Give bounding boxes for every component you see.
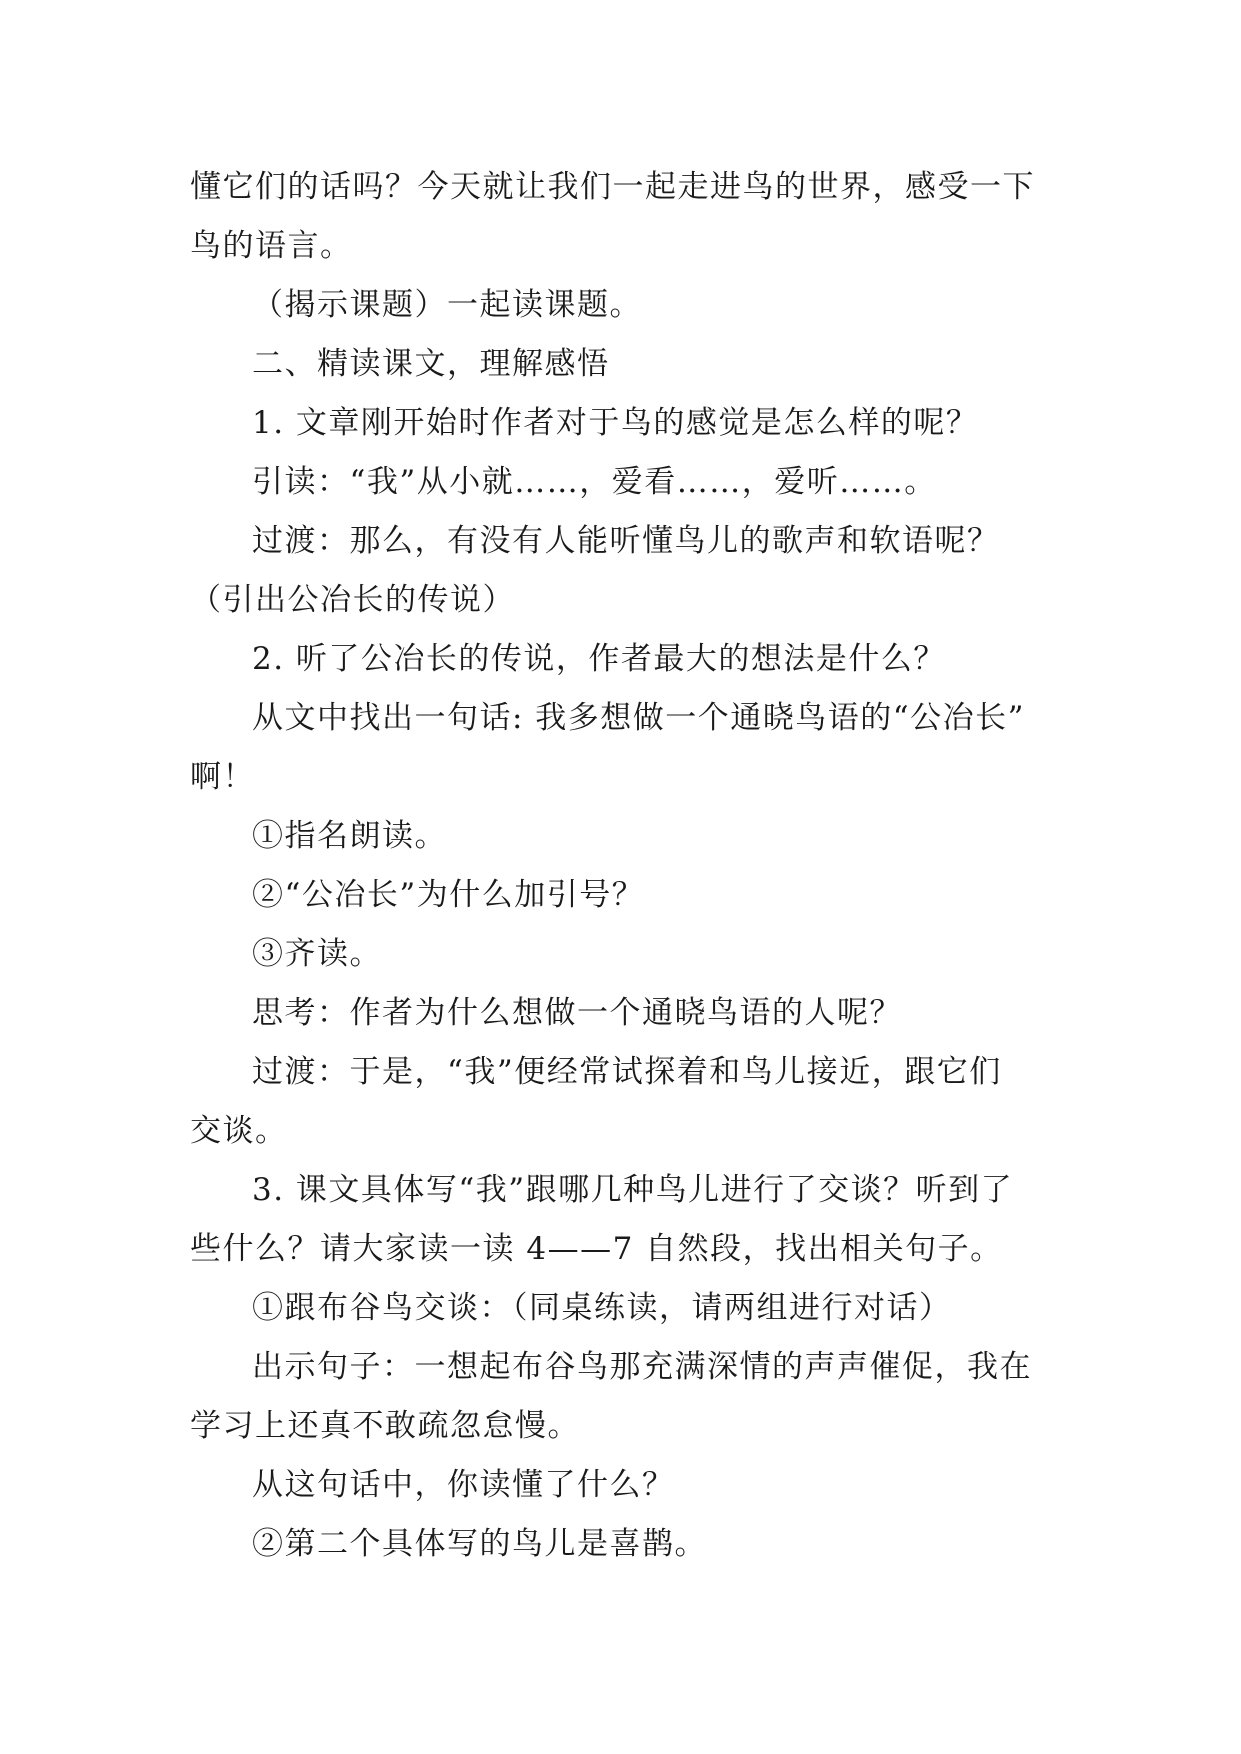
text-line: 从这句话中，你读懂了什么？ bbox=[252, 1467, 675, 1503]
text-line: 3. 课文具体写“我”跟哪几种鸟儿进行了交谈？听到了 bbox=[252, 1172, 1014, 1208]
text-line: （引出公冶长的传说） bbox=[190, 582, 515, 618]
document-body bbox=[190, 158, 1050, 1574]
text-line: 引读：“我”从小就……，爱看……，爱听……。 bbox=[252, 464, 937, 500]
text-line: 些什么？请大家读一读 4——7 自然段，找出相关句子。 bbox=[190, 1231, 1003, 1267]
text-line: 学习上还真不敢疏忽怠慢。 bbox=[190, 1408, 580, 1444]
text-line: 鸟的语言。 bbox=[190, 228, 353, 264]
section-heading: 二、精读课文，理解感悟 bbox=[252, 346, 610, 382]
text-line: 从文中找出一句话: 我多想做一个通晓鸟语的“公冶长” bbox=[252, 700, 1025, 736]
text-line: ②“公冶长”为什么加引号？ bbox=[252, 877, 645, 913]
text-line: 出示句子：一想起布谷鸟那充满深情的声声催促，我在 bbox=[252, 1349, 1032, 1385]
text-line: 懂它们的话吗？今天就让我们一起走进鸟的世界，感受一下 bbox=[190, 169, 1035, 205]
text-line: 啊！ bbox=[190, 759, 255, 795]
text-line: 2. 听了公冶长的传说，作者最大的想法是什么？ bbox=[252, 641, 946, 677]
text-line: 思考：作者为什么想做一个通晓鸟语的人呢？ bbox=[252, 995, 902, 1031]
text-line: （揭示课题）一起读课题。 bbox=[252, 287, 642, 323]
text-line: ①跟布谷鸟交谈：（同桌练读，请两组进行对话） bbox=[252, 1290, 952, 1326]
text-line: ①指名朗读。 bbox=[252, 818, 447, 854]
text-line: 交谈。 bbox=[190, 1113, 288, 1149]
text-line: ③齐读。 bbox=[252, 936, 382, 972]
text-line: 1. 文章刚开始时作者对于鸟的感觉是怎么样的呢？ bbox=[252, 405, 979, 441]
text-line: 过渡：于是，“我”便经常试探着和鸟儿接近，跟它们 bbox=[252, 1054, 1002, 1090]
text-line: 过渡：那么，有没有人能听懂鸟儿的歌声和软语呢？ bbox=[252, 523, 1000, 559]
text-line: ②第二个具体写的鸟儿是喜鹊。 bbox=[252, 1526, 707, 1562]
